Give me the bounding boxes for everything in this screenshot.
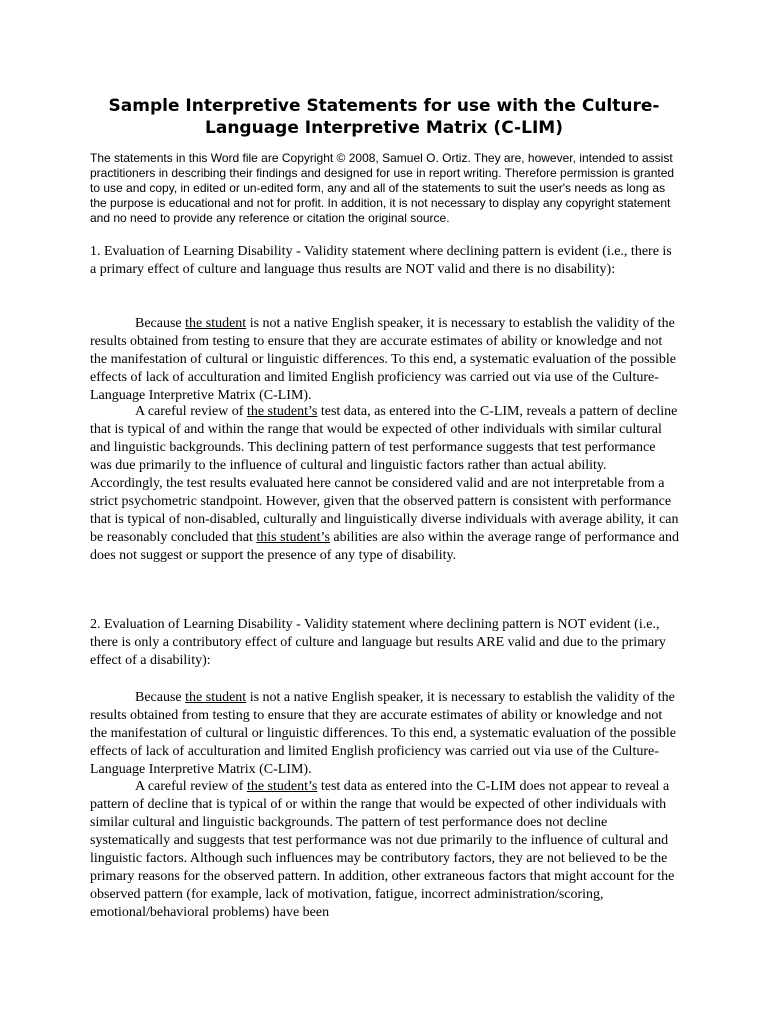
paragraph-text: Because <box>135 690 186 705</box>
paragraph-text: test data as entered into the C-LIM does not appear to reveal a pattern of decline that is typical of or within the range that would be expected of other individuals with similar cultural and linguistic backgrounds. The pattern of test performance does not decline systematically and suggests that test performance was not due primarily to the influence of cultural and linguistic factors. Although such influences may be contributory factors, they are not believed to be the primary reasons for the observed pattern. In addition, other extraneous factors that might account for the observed pattern (for example, lack of motivation, fatigue, incorrect administration/scoring, emotional/behavioral problems) have been <box>90 779 675 920</box>
paragraph-text: A careful review of <box>135 404 247 419</box>
section-1-paragraph-2 <box>90 403 680 565</box>
student-placeholder: the student’s <box>246 404 318 419</box>
copyright-notice: The statements in this Word file are Copyright © 2008, Samuel O. Ortiz. They are, however, intended to assist practitioners in describing their findings and designed for use in report writing. Therefore permission is granted to use and copy, in edited or un-edited form, any and all of the statements to suit the user's needs as long as the purpose is educational and not for profit. In addition, it is not necessary to display any copyright statement and no need to provide any reference or citation the original source. <box>90 151 675 225</box>
student-placeholder: the student’s <box>246 779 318 794</box>
section-2-heading: 2. Evaluation of Learning Disability - Validity statement where declining pattern is NOT evident (i.e., there is only a contributory effect of culture and language but results ARE valid and due to the primary effect of a disability): <box>90 617 666 668</box>
section-1-heading: 1. Evaluation of Learning Disability - Validity statement where declining pattern is evident (i.e., there is a primary effect of culture and language thus results are NOT valid and there is no disability): <box>90 244 672 277</box>
section-1-paragraph-1 <box>90 315 680 405</box>
paragraph-text: A careful review of <box>135 779 247 794</box>
section-2-paragraph-2 <box>90 778 680 922</box>
student-placeholder: the student <box>185 316 247 331</box>
student-placeholder: this student’s <box>256 530 330 545</box>
paragraph-text: is not a native English speaker, it is necessary to establish the validity of the results obtained from testing to ensure that they are accurate estimates of ability or knowledge and not the manifestation of cultural or linguistic differences. To this end, a systematic evaluation of the possible effects of lack of acculturation and limited English proficiency was carried out via use of the Culture-Language Interpretive Matrix (C-LIM). <box>90 316 676 403</box>
paragraph-text: Because <box>135 316 186 331</box>
section-2-paragraph-1 <box>90 689 680 779</box>
student-placeholder: the student <box>185 690 247 705</box>
paragraph-text: abilities are also within the average range of performance and does not suggest or support the presence of any type of disability. <box>90 530 679 563</box>
paragraph-text: test data, as entered into the C-LIM, reveals a pattern of decline that is typical of and within the range that would be expected of other individuals with similar cultural and linguistic backgrounds. This declining pattern of test performance suggests that test performance was due primarily to the influence of cultural and linguistic factors rather than actual ability. Accordingly, the test results evaluated here cannot be considered valid and are not interpretable from a strict psychometric standpoint. However, given that the observed pattern is consistent with performance that is typical of non-disabled, culturally and linguistically diverse individuals with average ability, it can be reasonably concluded that <box>90 404 679 545</box>
paragraph-text: is not a native English speaker, it is necessary to establish the validity of the results obtained from testing to ensure that they are accurate estimates of ability or knowledge and not the manifestation of cultural or linguistic differences. To this end, a systematic evaluation of the possible effects of lack of acculturation and limited English proficiency was carried out via use of the Culture-Language Interpretive Matrix (C-LIM). <box>90 690 676 777</box>
document-title: Sample Interpretive Statements for use with the Culture-Language Interpretive Matrix (C-LIM) <box>108 96 660 138</box>
